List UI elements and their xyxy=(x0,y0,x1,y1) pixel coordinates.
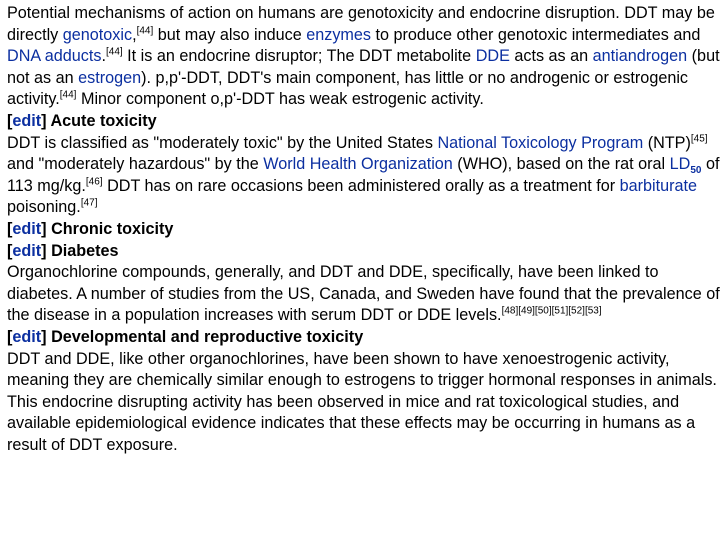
text: (NTP) xyxy=(643,133,691,152)
citation-44[interactable]: [44] xyxy=(105,46,123,58)
paragraph-mechanisms xyxy=(7,3,720,111)
link-barbiturate[interactable]: barbiturate xyxy=(619,176,698,195)
link-ld50[interactable] xyxy=(669,155,702,177)
ld-label: LD xyxy=(669,155,691,174)
text: (but not as an xyxy=(7,47,720,87)
text: poisoning. xyxy=(7,198,81,217)
citation-45[interactable]: [45] xyxy=(690,133,708,145)
link-antiandrogen[interactable]: antiandrogen xyxy=(592,47,688,66)
link-world-health-organization[interactable]: World Health Organization xyxy=(263,155,453,174)
paragraph-acute-toxicity xyxy=(7,133,720,219)
text: Potential mechanisms of action on humans are genotoxicity and endocrine disruption. DDT may be directly xyxy=(7,4,715,44)
heading-title: Developmental and reproductive toxicity xyxy=(51,327,364,346)
text: . xyxy=(101,47,106,66)
section-heading-acute-toxicity: [edit] Acute toxicity xyxy=(7,111,157,130)
citation-47[interactable]: [47] xyxy=(80,197,98,209)
link-dde[interactable]: DDE xyxy=(475,47,510,66)
link-enzymes[interactable]: enzymes xyxy=(306,25,372,44)
section-heading-diabetes: [edit] Diabetes xyxy=(7,241,119,260)
edit-link[interactable]: edit xyxy=(12,327,42,346)
text: ). p,p'-DDT, DDT's main component, has little or no androgenic or estrogenic activity. xyxy=(7,68,689,109)
text: , xyxy=(132,25,137,44)
text: Organochlorine compounds, generally, and DDT and DDE, specifically, have been linked to diabetes. A number of studies from the US, Canada, and Sweden have found that the prevalence of the disease in a population increases with serum DDT or DDE levels. xyxy=(7,263,720,325)
link-national-toxicology-program[interactable]: National Toxicology Program xyxy=(437,133,644,152)
paragraph-diabetes xyxy=(7,262,720,327)
heading-title: Chronic toxicity xyxy=(51,219,174,238)
ld-subscript: 50 xyxy=(690,165,702,177)
link-dna-adducts[interactable]: DNA adducts xyxy=(7,47,102,66)
text: It is an endocrine disruptor; The DDT metabolite xyxy=(122,47,476,66)
section-heading-developmental-toxicity: [edit] Developmental and reproductive toxicity xyxy=(7,327,364,346)
citations-48-53[interactable]: [48][49][50][51][52][53] xyxy=(501,305,602,317)
text: DDT is classified as "moderately toxic" by the United States xyxy=(7,133,438,152)
text: acts as an xyxy=(509,47,593,66)
text: but may also induce xyxy=(153,25,307,44)
text: DDT and DDE, like other organochlorines, have been shown to have xenoestrogenic activity, meaning they are chemically similar enough to estrogens to trigger hormonal responses in animals. This endocrine disrupting activity has been observed in mice and rat toxicological studies, and available epidemiological evidence indicates that these effects may be occurring in humans as a result of DDT exposure. xyxy=(7,349,717,454)
heading-title: Diabetes xyxy=(51,241,119,260)
paragraph-developmental-toxicity xyxy=(7,349,720,457)
text: (WHO), based on the rat oral xyxy=(452,155,670,174)
text: to produce other genotoxic intermediates and xyxy=(371,25,701,44)
edit-link[interactable]: edit xyxy=(12,241,42,260)
heading-title: Acute toxicity xyxy=(50,111,157,130)
text: Minor component o,p'-DDT has weak estrogenic activity. xyxy=(76,90,484,109)
link-genotoxic[interactable]: genotoxic xyxy=(62,25,133,44)
citation-46[interactable]: [46] xyxy=(85,176,103,188)
link-estrogen[interactable]: estrogen xyxy=(78,68,142,87)
citation-44[interactable]: [44] xyxy=(136,25,154,37)
text: of 113 mg/kg. xyxy=(7,155,720,195)
edit-link[interactable]: edit xyxy=(12,219,42,238)
edit-link[interactable]: edit xyxy=(12,111,42,130)
citation-44[interactable]: [44] xyxy=(59,89,77,101)
text: DDT has on rare occasions been administered orally as a treatment for xyxy=(102,176,620,195)
text: and "moderately hazardous" by the xyxy=(7,155,264,174)
section-heading-chronic-toxicity: [edit] Chronic toxicity xyxy=(7,219,174,238)
